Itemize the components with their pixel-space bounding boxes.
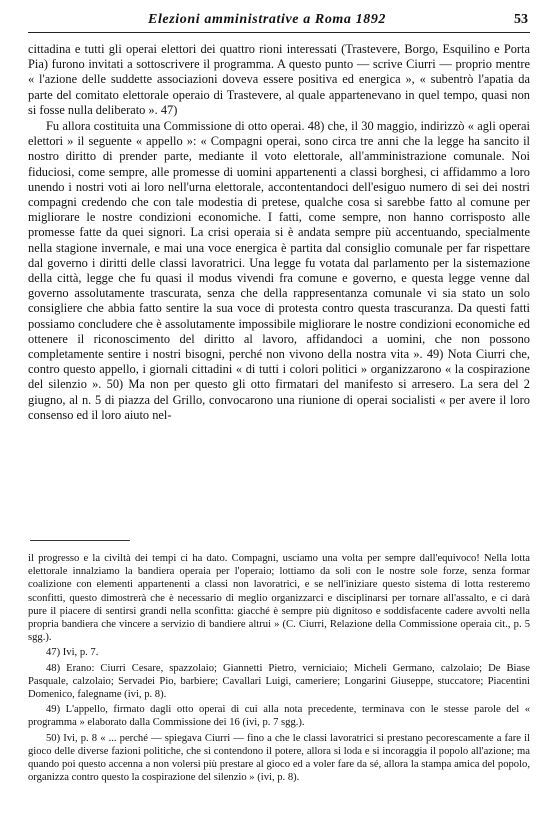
- footnote-47: 47) Ivi, p. 7.: [46, 647, 99, 659]
- footnote-50: 50) Ivi, p. 8 « ... perché — spiegava Ciurri — fino a che le classi lavoratrici si prestano pecorescamente a fare il gioco delle diverse fazioni politiche, che si contendono il potere, allora si loda e si incoraggia il popolo all'azione; ma quando poi questo accenna a non volersi più prestare al gioco ed a voler fare da sé, allora la stampa amica del popolo, organizza contro questo la cospirazione del silenzio » (ivi, p. 8).: [28, 732, 530, 784]
- page-header: [28, 10, 530, 33]
- footnotes: [28, 552, 530, 786]
- footnote-divider: [30, 540, 130, 541]
- page-number: 53: [514, 12, 528, 27]
- footnote-49: 49) L'appello, firmato dagli otto operai di cui alla nota precedente, terminava con le stesse parole del « programma » elaborato dalla Commissione dei 16 (ivi, p. 7 sgg.).: [28, 704, 530, 729]
- main-text: [28, 42, 530, 423]
- paragraph: Fu allora costituita una Commissione di otto operai. 48) che, il 30 maggio, indirizzò « agli operai elettori » il seguente « appello »: « Compagni operai, sono circa tre anni che la legge ha sancito il nostro diritto di prender parte, mediante il voto elettorale, all'amministrazione comunale. Noi fiduciosi, come sempre, alle promesse di uomini appartenenti a classi borghesi, ci affidammo a loro unendo i nostri voti ai loro nell'urna elettorale, accontentandoci dell'esiguo numero di sei dei nostri compagni credendo che con tale modestia di pretese, qualche cosa si sarebbe fatto al comune per migliorare le nostre condizioni economiche. I fatti, come sempre, non hanno corrisposto alle promesse fatte da quei signori. La crisi operaia si è andata sempre più accentuando, specialmente nella stagione invernale, e mai una voce energica è partita dal consiglio comunale per far rispettare dal governo i diritti delle classi lavoratrici. Una legge fu votata dal parlamento per la sistemazione della città, legge che fu quasi il modus vivendi fra comune e governo, e questa legge venne dal governo assolutamente trascurata, senza che della rappresentanza comunale vi sia stato un solo consigliere che abbia fatto sentire la sua voce di protesta contro questa trascuranza. Da questi fatti possiamo concludere che è assolutamente impossibile migliorare le nostre condizioni economiche ed ottenere il riconoscimento del diritto al lavoro, affidandoci a uomini, che non possono completamente sentire i nostri bisogni, perché non vivono della nostra vita ». 49) Nota Ciurri che, contro questo appello, i giornali cittadini « di tutti i colori politici » organizzarono « la cospirazione del silenzio ». 50) Ma non per questo gli otto firmatari del manifesto si arresero. La sera del 2 giugno, al n. 5 di piazza del Grillo, convocarono una riunione di operai socialisti « per avere il loro consenso ed il loro aiuto nel-: [28, 119, 530, 422]
- footnote-48: 48) Erano: Ciurri Cesare, spazzolaio; Giannetti Pietro, verniciaio; Micheli Germano, calzolaio; De Biase Pasquale, calzolaio; Servadei Pio, barbiere; Cavallari Luigi, cameriere; Longarini Giuseppe, stuccatore; Piacentini Domenico, falegname (ivi, p. 8).: [28, 662, 530, 701]
- footnote-continuation: il progresso e la civiltà dei tempi ci ha dato. Compagni, usciamo una volta per sempre dall'equivoco! Nella lotta elettorale innalziamo la bandiera operaia per l'operaio; lottiamo da soli con le nostre sole forze, senza formar coalizione con elementi appartenenti a classi non lavoratrici, e se nell'iniziare questo sistema di lotta resteremo sconfitti, questo dimostrerà che è necessario di meglio organizzarci e disciplinarsi per tornare all'assalto, e ci darà pure il piacere di sentirsi grandi nella sconfitta: giacché è sempre più dignitoso e soddisfacente cadere avvolti nella propria bandiera che vincere a servizio di bandiere altrui » (C. Ciurri, Relazione della Commissione operaia cit., p. 5 sgg.).: [28, 553, 530, 644]
- running-title: Elezioni amministrative a Roma 1892: [148, 12, 387, 27]
- paragraph: cittadina e tutti gli operai elettori dei quattro rioni interessati (Trastevere, Borgo, Esquilino e Porta Pia) furono invitati a sottoscrivere il programma. A questo punto — scrive Ciurri — proprio mentre « l'azione delle suddette associazioni doveva essere positiva ed energica », « subentrò l'apatia da parte del comitato elettorale operaio di Trastevere, al quale appartenevano in quel tempo, quasi non si fosse nulla deliberato ». 47): [28, 42, 530, 117]
